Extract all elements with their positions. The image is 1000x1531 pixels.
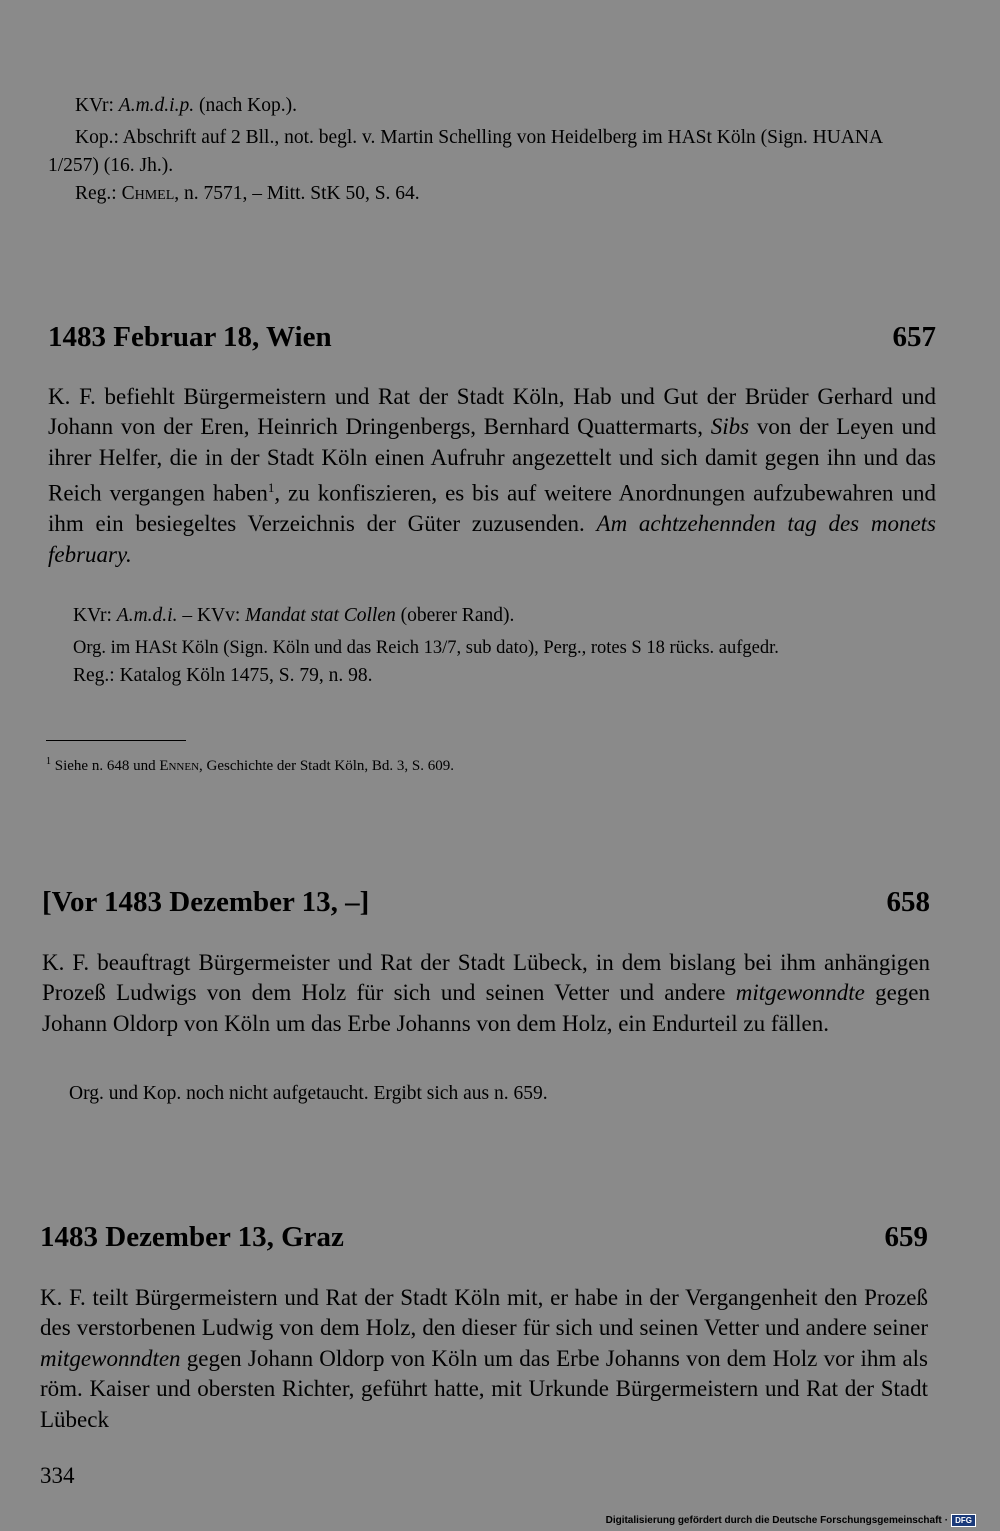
footnote-text-a: Siehe n. 648 und (51, 758, 160, 774)
entry-657-org: Org. im HASt Köln (Sign. Köln und das Reich 13/7, sub dato), Perg., rotes S 18 rücks. aufgedr. (73, 638, 779, 658)
entry-657-text (48, 382, 936, 570)
entry-659-heading (40, 1220, 928, 1254)
entry-658-org: Org. und Kop. noch nicht aufgetaucht. Ergibt sich aus n. 659. (69, 1083, 548, 1104)
footer-text: Digitalisierung gefördert durch die Deutsche Forschungsgemeinschaft (605, 1515, 942, 1526)
entry-657-number: 657 (892, 321, 936, 353)
kvr-label: KVr: (75, 95, 119, 116)
kvv-tail: (oberer Rand). (395, 605, 515, 626)
footnote-number: 1 (46, 756, 51, 767)
entry-657-italic2: Am achtzehennden tag des monets february. (48, 511, 936, 567)
entry-658-date: [Vor 1483 Dezember 13, –] (42, 886, 370, 918)
entry-657-text-c: , zu konfiszieren, es bis auf weitere Anordnungen aufzubewahren und ihm ein besiegeltes Verzeichnis der Güter zuzusenden. (48, 480, 937, 537)
footnote-rule (46, 740, 186, 741)
entry-658-text (42, 948, 930, 1039)
reg-label: Reg.: (75, 183, 122, 204)
entry-657-text-a: K. F. befiehlt Bürgermeistern und Rat der Stadt Köln, Hab und Gut der Brüder Gerhard und Johann von der Eren, Heinrich Dringenbergs, Bernhard Quattermarts, (48, 384, 936, 440)
entry-659-text-b: gegen Johann Oldorp von Köln um das Erbe Johanns von dem Holz vor ihm als röm. Kaiser und obersten Richter, geführt hatte, mit Urkunde Bürgermeistern und Rat der Stadt Lübeck (40, 1345, 928, 1432)
entry-659-text (40, 1283, 928, 1435)
entry-659-body (40, 1283, 928, 1435)
footer-dot: · (944, 1515, 949, 1526)
entry-658-apparatus (42, 1080, 930, 1108)
kvr-label: KVr: (73, 605, 117, 626)
entry-657-italic1: Sibs (710, 414, 750, 440)
entry-657-apparatus (46, 602, 934, 690)
kop-line: Kop.: Abschrift auf 2 Bll., not. begl. v. Martin Schelling von Heidelberg im HASt Köln (Sign. HUANA 1/257) (16. Jh.). (48, 127, 883, 176)
footnote-caps: Ennen (159, 758, 200, 774)
entry-659-text-a: K. F. teilt Bürgermeistern und Rat der Stadt Köln mit, er habe in der Vergangenheit den Prozeß des verstorbenen Ludwig von dem Holz, den dieser für sich und seinen Vetter und andere seiner (40, 1285, 928, 1341)
entry-659-italic: mitgewonndten (40, 1345, 181, 1371)
entry-657-reg: Reg.: Katalog Köln 1475, S. 79, n. 98. (73, 665, 373, 686)
kvr-tail: (nach Kop.). (194, 95, 297, 116)
entry-658-text-a: K. F. beauftragt Bürgermeister und Rat der Stadt Lübeck, in dem bislang bei ihm anhängigen Prozeß Ludwigs von dem Holz für sich und seinen Vetter und andere (42, 950, 930, 1006)
entry-658-number: 658 (886, 886, 930, 918)
kvr-italic: A.m.d.i.p. (118, 95, 195, 116)
reg-line (48, 180, 936, 208)
footnote-mark: 1 (267, 480, 275, 496)
entry-658-italic: mitgewonndte (735, 980, 865, 1006)
entry-658-heading (42, 885, 930, 919)
entry-657-date: 1483 Februar 18, Wien (48, 321, 332, 353)
reg-tail: , n. 7571, – Mitt. StK 50, S. 64. (174, 183, 420, 204)
dfg-logo: DFG (951, 1514, 976, 1527)
entry-658-text-b: gegen Johann Oldorp von Köln um das Erbe Johanns von dem Holz, ein Endurteil zu fällen. (42, 980, 930, 1036)
dfg-footer (606, 1514, 976, 1527)
entry-657-kvr (46, 602, 934, 630)
page-number: 334 (40, 1463, 75, 1488)
kvv-italic: Mandat stat Collen (245, 605, 396, 626)
reg-caps: Chmel (121, 183, 175, 204)
entry-658-body (42, 948, 930, 1039)
entry-659-number: 659 (884, 1221, 928, 1253)
entry-657-heading (48, 320, 936, 354)
footnote (46, 752, 934, 776)
entry-657-body (48, 382, 936, 570)
entry-659-date: 1483 Dezember 13, Graz (40, 1221, 344, 1253)
kvr-italic: A.m.d.i. (116, 605, 178, 626)
entry-657-text-b: von der Leyen und ihrer Helfer, die in der Stadt Köln einen Aufruhr angezettelt und sich damit gegen ihn und das Reich vergangen haben (48, 414, 936, 506)
footnote-text-b: , Geschichte der Stadt Köln, Bd. 3, S. 609. (199, 758, 455, 774)
kvv-label: – KVv: (177, 605, 246, 626)
kvr-line (48, 92, 936, 120)
top-apparatus (48, 92, 936, 208)
